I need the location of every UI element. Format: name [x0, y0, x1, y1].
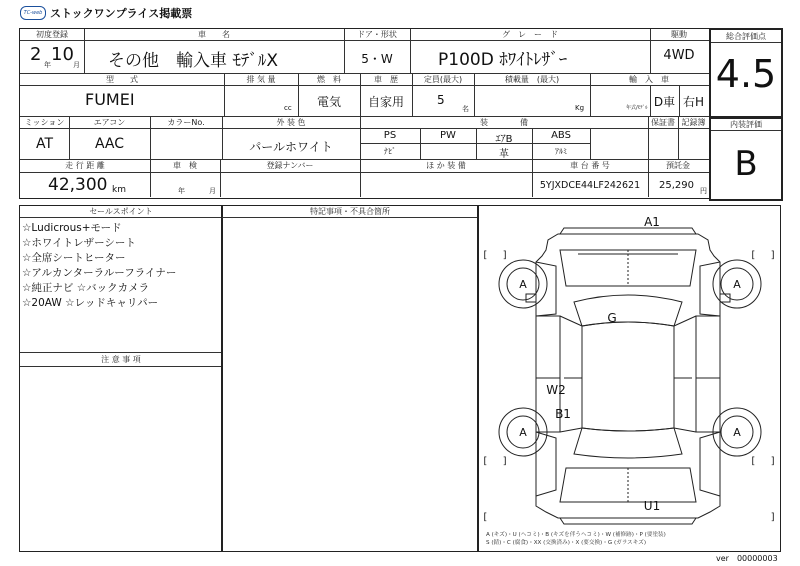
- list-item: ☆全席シートヒーター: [22, 252, 126, 264]
- km-unit: km: [112, 185, 126, 195]
- tire-label-fr: A: [733, 278, 741, 291]
- label-capacity: 定員(最大): [423, 75, 463, 84]
- right-rear-door: [696, 378, 720, 432]
- label-warranty: 保証書: [651, 118, 675, 127]
- yen-unit: 円: [700, 187, 707, 195]
- label-first-reg: 初度登録: [36, 30, 68, 39]
- roof: [582, 322, 674, 431]
- bracket-tr-open: [: [750, 250, 757, 261]
- import-year-unit: 年式/ﾓﾃﾞﾙ: [626, 105, 648, 111]
- label-model: 型 式: [106, 75, 138, 84]
- label-mission: ミッション: [24, 118, 65, 127]
- model-value: FUMEI: [85, 90, 135, 109]
- logo-text: TC-web: [23, 10, 43, 16]
- label-drive: 駆動: [671, 30, 687, 39]
- left-rear-fender: [536, 432, 556, 496]
- form-title: ストックワンプライス掲載票: [50, 7, 193, 20]
- mileage-value: 42,300: [48, 175, 108, 195]
- rear-glass: [574, 428, 682, 458]
- rear-bumper: [560, 518, 696, 524]
- label-import: 輸 入 車: [629, 75, 669, 84]
- bracket-bottom-close: ]: [770, 512, 777, 523]
- equip-ps: PS: [383, 130, 397, 141]
- list-item: ☆純正ナビ ☆バックカメラ: [22, 282, 150, 294]
- inspection-month-unit: 月: [209, 187, 216, 195]
- label-history: 車 歴: [374, 75, 398, 84]
- drive-value: 4WD: [663, 48, 695, 63]
- persons-unit: 名: [462, 105, 469, 113]
- bracket-bl-open: [: [482, 456, 489, 467]
- tc-web-logo: [20, 6, 46, 20]
- equip-airbag: ｴｱB: [495, 134, 513, 145]
- equip-abs: ABS: [551, 130, 571, 141]
- bracket-tr-close: ]: [770, 250, 777, 261]
- label-other-equip: ほ か 装 備: [426, 161, 466, 170]
- grade-value: P100D ﾎﾜｲﾄﾚｻﾞｰ: [438, 50, 568, 70]
- legend-line-1: A (キズ)・U (ヘコミ)・B (キズを伴うヘコミ)・W (補修跡)・P (要塗装): [486, 532, 666, 538]
- tire-label-rr: A: [733, 426, 741, 439]
- label-displacement: 排 気 量: [246, 75, 276, 84]
- reg-month-unit: 月: [73, 61, 80, 69]
- windshield: [574, 295, 682, 326]
- label-notes: 特記事項・不具合箇所: [310, 207, 390, 216]
- label-exterior: 外 装 色: [276, 118, 306, 127]
- label-chassis-no: 車 台 番 号: [570, 161, 610, 170]
- legend-line-2: S (錆)・C (腐食)・XX (交換済み)・X (要交換)・G (ガラスキズ): [486, 540, 647, 546]
- version-label: ver 00000003: [716, 554, 778, 563]
- label-interior: 内装評価: [730, 120, 762, 129]
- bracket-br-close: ]: [770, 456, 777, 467]
- import-d-value: D車: [653, 95, 676, 109]
- cc-unit: cc: [284, 104, 292, 112]
- bracket-bottom-open: [: [482, 512, 489, 523]
- bracket-bl-close: ]: [502, 456, 509, 467]
- label-caution: 注 意 事 項: [101, 355, 141, 364]
- list-item: ☆20AW ☆レッドキャリパー: [22, 297, 159, 309]
- import-h-value: 右H: [682, 95, 705, 109]
- label-grade: グ レ ー ド: [502, 30, 558, 39]
- capacity-value: 5: [437, 93, 445, 107]
- fuel-value: 電気: [316, 95, 341, 109]
- reg-year: 2: [30, 44, 42, 65]
- equip-leather: 革: [499, 149, 509, 160]
- interior-score: B: [734, 144, 758, 184]
- front-bumper: [560, 228, 696, 234]
- aircon-value: AAC: [94, 136, 125, 152]
- left-front-door: [536, 316, 560, 378]
- reg-month: 10: [51, 44, 74, 65]
- damage-b1: B1: [555, 407, 571, 421]
- bracket-br-open: [: [750, 456, 757, 467]
- damage-a1: A1: [644, 215, 660, 229]
- right-rear-fender: [700, 432, 720, 496]
- label-overall: 総合評価点: [726, 32, 766, 41]
- reg-year-unit: 年: [44, 61, 51, 69]
- list-item: ☆アルカンターラルーフライナー: [22, 267, 177, 279]
- sales-points-list: [22, 221, 176, 311]
- damage-g: G: [607, 311, 617, 325]
- label-inspection: 車 検: [173, 161, 197, 170]
- notes-panel: [221, 205, 479, 552]
- mission-value: AT: [35, 136, 54, 152]
- tire-label-fl: A: [519, 278, 527, 291]
- kg-unit: Kg: [575, 104, 585, 112]
- equip-navi: ﾅﾋﾞ: [384, 147, 396, 156]
- car-diagram: [478, 206, 778, 549]
- overall-score: 4.5: [715, 52, 777, 96]
- door-form-value: 5・W: [361, 52, 393, 66]
- label-recycle: 預託金: [666, 161, 690, 170]
- label-car-name: 車 名: [198, 30, 230, 39]
- recycle-value: 25,290: [659, 180, 694, 191]
- list-item: ☆Ludicrous+モード: [22, 222, 122, 234]
- inspection-year-unit: 年: [178, 187, 185, 195]
- right-front-door: [696, 316, 720, 378]
- equip-alumi: ｱﾙﾐ: [555, 147, 567, 156]
- label-fuel: 燃 料: [317, 75, 341, 84]
- car-name-value: その他 輸入車 ﾓﾃﾞﾙX: [108, 51, 279, 71]
- damage-u1: U1: [643, 499, 661, 513]
- label-color-no: カラーNo.: [167, 118, 205, 127]
- label-aircon: エアコン: [93, 118, 126, 127]
- label-record: 記録簿: [681, 118, 706, 127]
- damage-w2: W2: [546, 383, 566, 397]
- label-mileage: 走 行 距 離: [65, 161, 105, 170]
- bracket-tl-open: [: [482, 250, 489, 261]
- tire-label-rl: A: [519, 426, 527, 439]
- label-sales-points: セールスポイント: [89, 207, 153, 216]
- exterior-value: パールホワイト: [249, 140, 333, 154]
- bracket-tl-close: ]: [502, 250, 509, 261]
- label-reg-plate: 登録ナンバー: [266, 161, 314, 170]
- car-body-outline: [536, 234, 720, 518]
- equip-pw: PW: [440, 130, 456, 141]
- label-load: 積載量 (最大): [504, 75, 560, 84]
- damage-legend: [486, 531, 666, 547]
- history-value: 自家用: [367, 95, 404, 109]
- list-item: ☆ホワイトレザーシート: [22, 237, 136, 249]
- label-door-form: ドア・形状: [357, 30, 397, 39]
- label-equipment: 装 備: [480, 118, 528, 127]
- chassis-no-value: 5YJXDCE44LF242621: [539, 180, 641, 191]
